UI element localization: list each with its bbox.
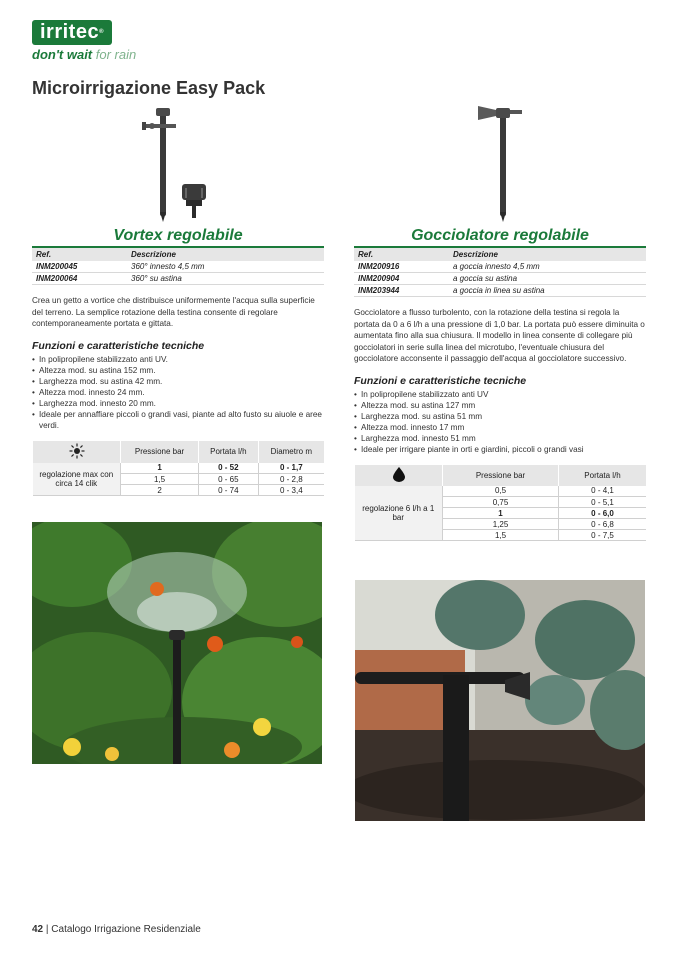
vortex-ref-table [32, 248, 324, 285]
pressure-header: Pressione bar [121, 441, 199, 463]
list-item: • Larghezza mod. su astina 42 mm. [32, 376, 324, 387]
pressure-header: Pressione bar [443, 465, 559, 486]
flow-header: Portata l/h [199, 441, 259, 463]
dripper-features-title: Funzioni e caratteristiche tecniche [354, 374, 527, 387]
table-row: INM200045 360° innesto 4,5 mm [32, 261, 324, 273]
table-row: INM200916 a goccia innesto 4,5 mm [354, 261, 646, 273]
table-row: INM200064 360° su astina [32, 273, 324, 285]
list-item: • In polipropilene stabilizzato anti UV [354, 389, 646, 400]
table-row: regolazione 6 l/h a 1 bar 0,5 0 - 4,1 [355, 486, 647, 497]
brand-tagline: don't wait for rain [32, 47, 137, 62]
table-row: INM203944 a goccia in linea su astina [354, 285, 646, 297]
vortex-performance-table [32, 441, 324, 497]
list-item: • Ideale per irrigare piante in orti e giardini, piccoli o grandi vasi [354, 444, 646, 455]
vortex-title: Vortex regolabile [113, 227, 243, 244]
list-item: • Larghezza mod. su astina 51 mm [354, 411, 646, 422]
page-title: Microirrigazione Easy Pack [32, 78, 266, 98]
vortex-description: Crea un getto a vortice che distribuisce uniformemente l'acqua sulla superficie del terreno. La semplice rotazione della testina consente di regolare contemporaneamente portata e gittata. [32, 296, 315, 328]
vortex-garden-photo [32, 522, 322, 764]
table-row: 1 0 - 6,0 [355, 508, 647, 519]
page-number: 42 [32, 924, 44, 935]
dripper-description: Gocciolatore a flusso turbolento, con la rotazione della testina si regola la portata da 0 a 6 l/h a una pressione di 1,0 bar. La portata può essere diminuita o aumentata fino alla sua chiusura. Il modello in linea consente di collegare più gocciolatori in serie sulla linea del microtubo, l'eventuale chiusura del gocciolatore acconsente il passaggio dell'acqua al gocciolatore successivo. [354, 308, 645, 363]
product-vortex [32, 100, 324, 496]
list-item: • Larghezza mod. innesto 51 mm [354, 433, 646, 444]
table-row: 1,5 0 - 7,5 [355, 530, 647, 541]
ref-header: Ref. [354, 248, 449, 261]
desc-header: Descrizione [449, 248, 646, 261]
ref-header: Ref. [32, 248, 127, 261]
table-row: 1,25 0 - 6,8 [355, 519, 647, 530]
vortex-features-title: Funzioni e caratteristiche tecniche [32, 339, 205, 352]
dripper-title: Gocciolatore regolabile [411, 227, 589, 244]
table-row: INM200904 a goccia su astina [354, 273, 646, 285]
list-item: • Altezza mod. innesto 17 mm [354, 422, 646, 433]
table-row: 0,75 0 - 5,1 [355, 497, 647, 508]
vortex-features-list [32, 354, 324, 431]
logo-wordmark: irritec® [32, 20, 112, 45]
list-item: • In polipropilene stabilizzato anti UV. [32, 354, 324, 365]
diameter-header: Diametro m [258, 441, 324, 463]
dripper-pot-photo [355, 580, 645, 821]
flow-header: Portata l/h [559, 465, 646, 486]
dripper-features-list [354, 389, 646, 455]
desc-header: Descrizione [127, 248, 324, 261]
list-item: • Altezza mod. su astina 127 mm [354, 400, 646, 411]
list-item: • Ideale per annaffiare piccoli o grandi vasi, piante ad alto fusto su aiuole e aree verdi. [32, 409, 324, 431]
dripper-product-image [354, 100, 646, 226]
dripper-performance-table [354, 465, 646, 542]
product-gocciolatore [354, 100, 646, 541]
table-row: 2 0 - 74 0 - 3,4 [33, 485, 325, 496]
list-item: • Altezza mod. innesto 24 mm. [32, 387, 324, 398]
list-item: • Altezza mod. su astina 152 mm. [32, 365, 324, 376]
list-item: • Larghezza mod. innesto 20 mm. [32, 398, 324, 409]
catalog-name: Catalogo Irrigazione Residenziale [51, 924, 201, 935]
dripper-ref-table [354, 248, 646, 297]
table-row: 1,5 0 - 65 0 - 2,8 [33, 474, 325, 485]
table-row: regolazione max con circa 14 clik 1 0 - 52 0 - 1,7 [33, 463, 325, 474]
footer-separator: | [45, 924, 49, 935]
vortex-product-image [32, 100, 324, 226]
page-footer [32, 924, 201, 935]
vortex-spray-icon [33, 441, 121, 463]
brand-logo [32, 20, 147, 62]
drop-icon [355, 465, 443, 486]
